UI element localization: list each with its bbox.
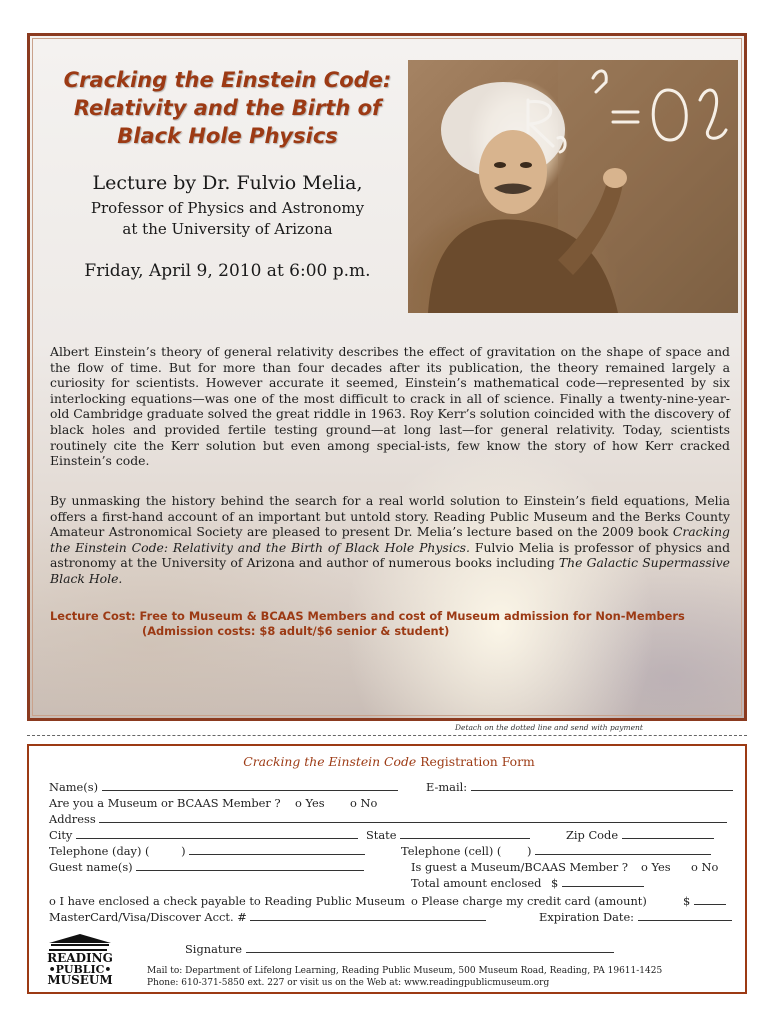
city-label: City <box>49 828 73 842</box>
member-no-option[interactable]: o No <box>350 796 378 810</box>
charge-amount-line[interactable] <box>694 895 726 905</box>
expiration-line[interactable] <box>638 911 732 921</box>
signature-field[interactable] <box>185 942 614 956</box>
card-account-label: MasterCard/Visa/Discover Acct. # <box>49 910 247 924</box>
city-field[interactable] <box>49 828 358 842</box>
address-label: Address <box>49 812 96 826</box>
telephone-cell-paren: ) <box>527 844 532 858</box>
phone-and-website: Phone: 610-371-5850 ext. 227 or visit us on the Web at: www.readingpublicmuseum.org <box>147 978 550 988</box>
logo-reading: READING <box>47 951 113 965</box>
dotted-cut-line <box>27 735 747 736</box>
title-line-3: Black Hole Physics <box>117 124 338 148</box>
charge-dollar-sign: $ <box>683 894 691 908</box>
names-field[interactable] <box>49 780 398 794</box>
detach-instruction: Detach on the dotted line and send with payment <box>455 723 643 732</box>
einstein-chalkboard-illustration <box>408 60 738 313</box>
total-dollar-sign: $ <box>550 876 559 890</box>
form-title-rest: Registration Form <box>416 754 535 769</box>
description-paragraph-2 <box>50 493 730 587</box>
lecturer-position: Professor of Physics and Astronomy <box>90 199 365 217</box>
names-line[interactable] <box>102 781 398 791</box>
card-account-field[interactable] <box>49 910 486 924</box>
names-label: Name(s) <box>49 780 99 794</box>
email-field[interactable] <box>426 780 733 794</box>
signature-line[interactable] <box>246 943 614 953</box>
zip-line[interactable] <box>622 829 714 839</box>
form-title-italic: Cracking the Einstein Code <box>243 754 417 769</box>
telephone-cell-line[interactable] <box>535 845 711 855</box>
guest-names-label: Guest name(s) <box>49 860 133 874</box>
state-field[interactable] <box>366 828 530 842</box>
telephone-day-field[interactable] <box>49 844 365 858</box>
card-account-line[interactable] <box>250 911 486 921</box>
zip-field[interactable] <box>566 828 714 842</box>
paragraph-2-text-b: Fulvio Melia is professor of physics and astronomy at the University of Arizona and author of numerous books including <box>50 539 730 571</box>
title-line-1: Cracking the Einstein Code: <box>63 68 392 92</box>
telephone-cell-field[interactable] <box>401 844 711 858</box>
mail-to-address: Mail to: Department of Lifelong Learning, Reading Public Museum, 500 Museum Road, Reading, PA 19611-1425 <box>147 966 663 976</box>
email-label: E-mail: <box>426 780 468 794</box>
signature-label: Signature <box>185 942 242 956</box>
guest-yes-option[interactable]: o Yes <box>641 860 671 874</box>
total-amount-field[interactable] <box>411 876 644 890</box>
form-title <box>29 754 749 769</box>
telephone-day-line[interactable] <box>189 845 365 855</box>
charge-amount-field[interactable] <box>683 894 726 908</box>
telephone-day-paren: ) <box>181 844 186 858</box>
total-amount-label: Total amount enclosed <box>411 876 542 890</box>
telephone-cell-label: Telephone (cell) ( <box>401 844 502 858</box>
state-line[interactable] <box>400 829 530 839</box>
registration-form <box>27 744 747 994</box>
member-yes-option[interactable]: o Yes <box>295 796 325 810</box>
lecture-poster <box>27 33 747 721</box>
check-option[interactable]: o I have enclosed a check payable to Reading Public Museum <box>49 894 406 908</box>
zip-label: Zip Code <box>566 828 619 842</box>
guest-names-field[interactable] <box>49 860 364 874</box>
book-title-galactic: The Galactic Supermassive Black Hole. <box>50 555 730 586</box>
einstein-photo <box>408 60 738 313</box>
charge-option[interactable]: o Please charge my credit card (amount) <box>411 894 647 908</box>
title-line-2: Relativity and the Birth of <box>73 96 382 120</box>
lecture-date: Friday, April 9, 2010 at 6:00 p.m. <box>84 261 371 281</box>
city-line[interactable] <box>76 829 358 839</box>
lecturer-name: Lecture by Dr. Fulvio Melia, <box>92 172 363 194</box>
expiration-field[interactable] <box>539 910 732 924</box>
logo-museum: MUSEUM <box>47 973 113 987</box>
telephone-day-label: Telephone (day) ( <box>49 844 150 858</box>
expiration-label: Expiration Date: <box>539 910 635 924</box>
lecture-cost: Lecture Cost: Free to Museum & BCAAS Members and cost of Museum admission for Non-Members <box>50 609 685 623</box>
lecturer-university: at the University of Arizona <box>122 220 333 238</box>
state-label: State <box>366 828 397 842</box>
description-paragraph-1: Albert Einstein’s theory of general relativity describes the effect of gravitation on the shape of space and the flow of time. But for more than four decades after its publication, the theory remained largely a curiosity for scientists. However accurate it seemed, Einstein’s mathematical code—represented by six interlocking equations—was one of the most difficult to crack in all of science. Finally a twenty-nine-year-old Cambridge graduate solved the great riddle in 1963. Roy Kerr’s solution coincided with the discovery of black holes and provided fertile testing ground—at long last—for general relativity. Today, scientists routinely cite the Kerr solution but even among special-ists, few know the story of how Kerr cracked Einstein’s code. <box>50 344 730 469</box>
email-line[interactable] <box>471 781 733 791</box>
reading-public-museum-logo <box>45 934 115 992</box>
book-title-cracking: Cracking the Einstein Code: Relativity and the Birth of Black Hole Physics. <box>50 524 730 555</box>
guest-names-line[interactable] <box>136 861 364 871</box>
paragraph-2-text-a: By unmasking the history behind the search for a real world solution to Einstein’s field equations, Melia offers a first-hand account of an important but untold story. Reading Public Museum and the Berks County Amateur Astronomical Society are pleased to present Dr. Melia’s lecture based on the 2009 book <box>50 493 730 540</box>
logo-public: •PUBLIC• <box>48 963 112 976</box>
poster-title <box>40 66 415 150</box>
museum-building-icon <box>49 934 111 948</box>
total-amount-line[interactable] <box>562 877 644 887</box>
guest-no-option[interactable]: o No <box>691 860 719 874</box>
address-field[interactable] <box>49 812 727 826</box>
member-question: Are you a Museum or BCAAS Member ? <box>49 796 281 810</box>
guest-member-question: Is guest a Museum/BCAAS Member ? <box>411 860 628 874</box>
admission-costs: (Admission costs: $8 adult/$6 senior & student) <box>142 624 450 638</box>
address-line[interactable] <box>99 813 727 823</box>
